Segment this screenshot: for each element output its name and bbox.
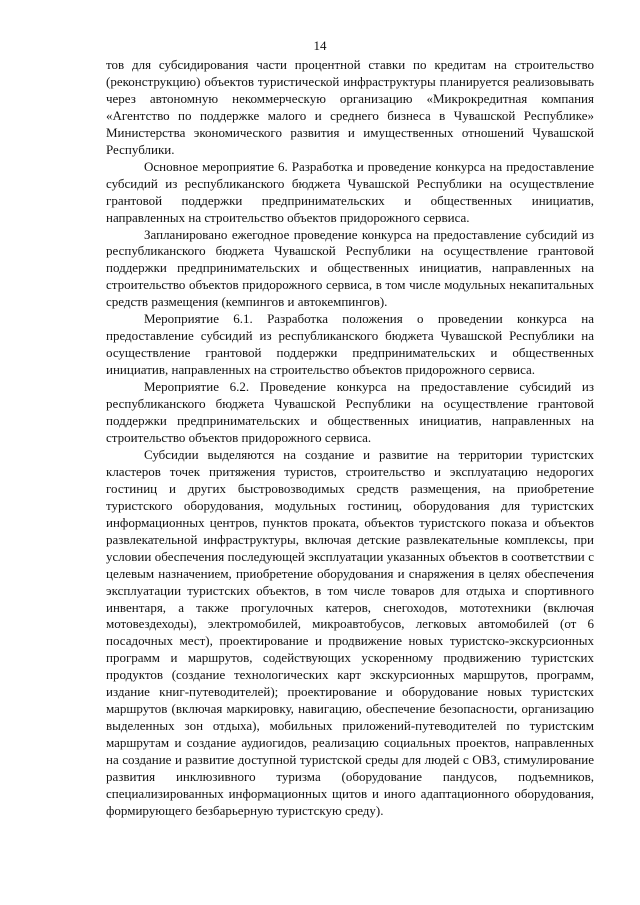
document-body: [106, 57, 594, 820]
page-number: 14: [313, 38, 327, 53]
paragraph: Запланировано ежегодное проведение конкурса на предоставление субсидий из республиканского бюджета Чувашской Республики на осуществление грантовой поддержки предпринимательских и общественных инициатив, направленных на строительство объектов придорожного сервиса, в том числе модульных некапитальных средств размещения (кемпингов и автокемпингов).: [106, 226, 594, 310]
paragraph: тов для субсидирования части процентной ставки по кредитам на строительство (реконструкцию) объектов туристической инфраструктуры планируется реализовывать через автономную некоммерческую организацию «Микрокредитная компания «Агентство по поддержке малого и среднего бизнеса в Чувашской Республике» Министерства экономического развития и имущественных отношений Чувашской Республики.: [106, 57, 594, 157]
paragraph: Субсидии выделяются на создание и развитие на территории туристских кластеров точек притяжения туристов, строительство и эксплуатацию недорогих гостиниц и других быстровозводимых средств размещения, на приобретение туристского оборудования, модульных гостиниц, оборудования для туристских информационных центров, пунктов проката, объектов туристского показа и объектов развлекательной инфраструктуры, включая детские развлекательные комплексы, при условии обеспечения последующей эксплуатации указанных объектов в соответствии с целевым назначением, приобретение оборудования и снаряжения в целях обеспечения эксплуатации туристских объектов, в том числе товаров для отдыха и спортивного инвентаря, а также прогулочных катеров, снегоходов, мототехники (включая мотовездеходы), электромобилей, микроавтобусов, легковых автомобилей (от 6 посадочных мест), проектирование и продвижение новых туристско-экскурсионных программ и маршрутов, содействующих ускоренному продвижению туристских продуктов (создание технологических карт экскурсионных маршрутов, программ, издание книг-путеводителей); проектирование и оборудование новых туристских маршрутов (включая маркировку, навигацию, обеспечение безопасности, организацию выделенных зон отдыха), мобильных приложений-путеводителей по туристским маршрутам и создание аудиогидов, реализацию социальных проектов, направленных на создание и развитие доступной туристской среды для людей с ОВЗ, стимулирование развития инклюзивного туризма (оборудование пандусов, подъемников, специализированных информационных щитов и иного адаптационного оборудования, формирующего безбарьерную туристскую среду).: [106, 446, 594, 818]
paragraph: Мероприятие 6.2. Проведение конкурса на предоставление субсидий из республиканского бюджета Чувашской Республики на осуществление грантовой поддержки предпринимательских и общественных инициатив, направленных на строительство объектов придорожного сервиса.: [106, 379, 594, 445]
paragraph: Основное мероприятие 6. Разработка и проведение конкурса на предоставление субсидий из республиканского бюджета Чувашской Республики на осуществление грантовой поддержки предпринимательских и общественных инициатив, направленных на строительство объектов придорожного сервиса.: [106, 158, 594, 225]
paragraph: Мероприятие 6.1. Разработка положения о проведении конкурса на предоставление субсидий из республиканского бюджета Чувашской Республики на осуществление грантовой поддержки предпринимательских и общественных инициатив, направленных на строительство объектов придорожного сервиса.: [106, 311, 594, 378]
